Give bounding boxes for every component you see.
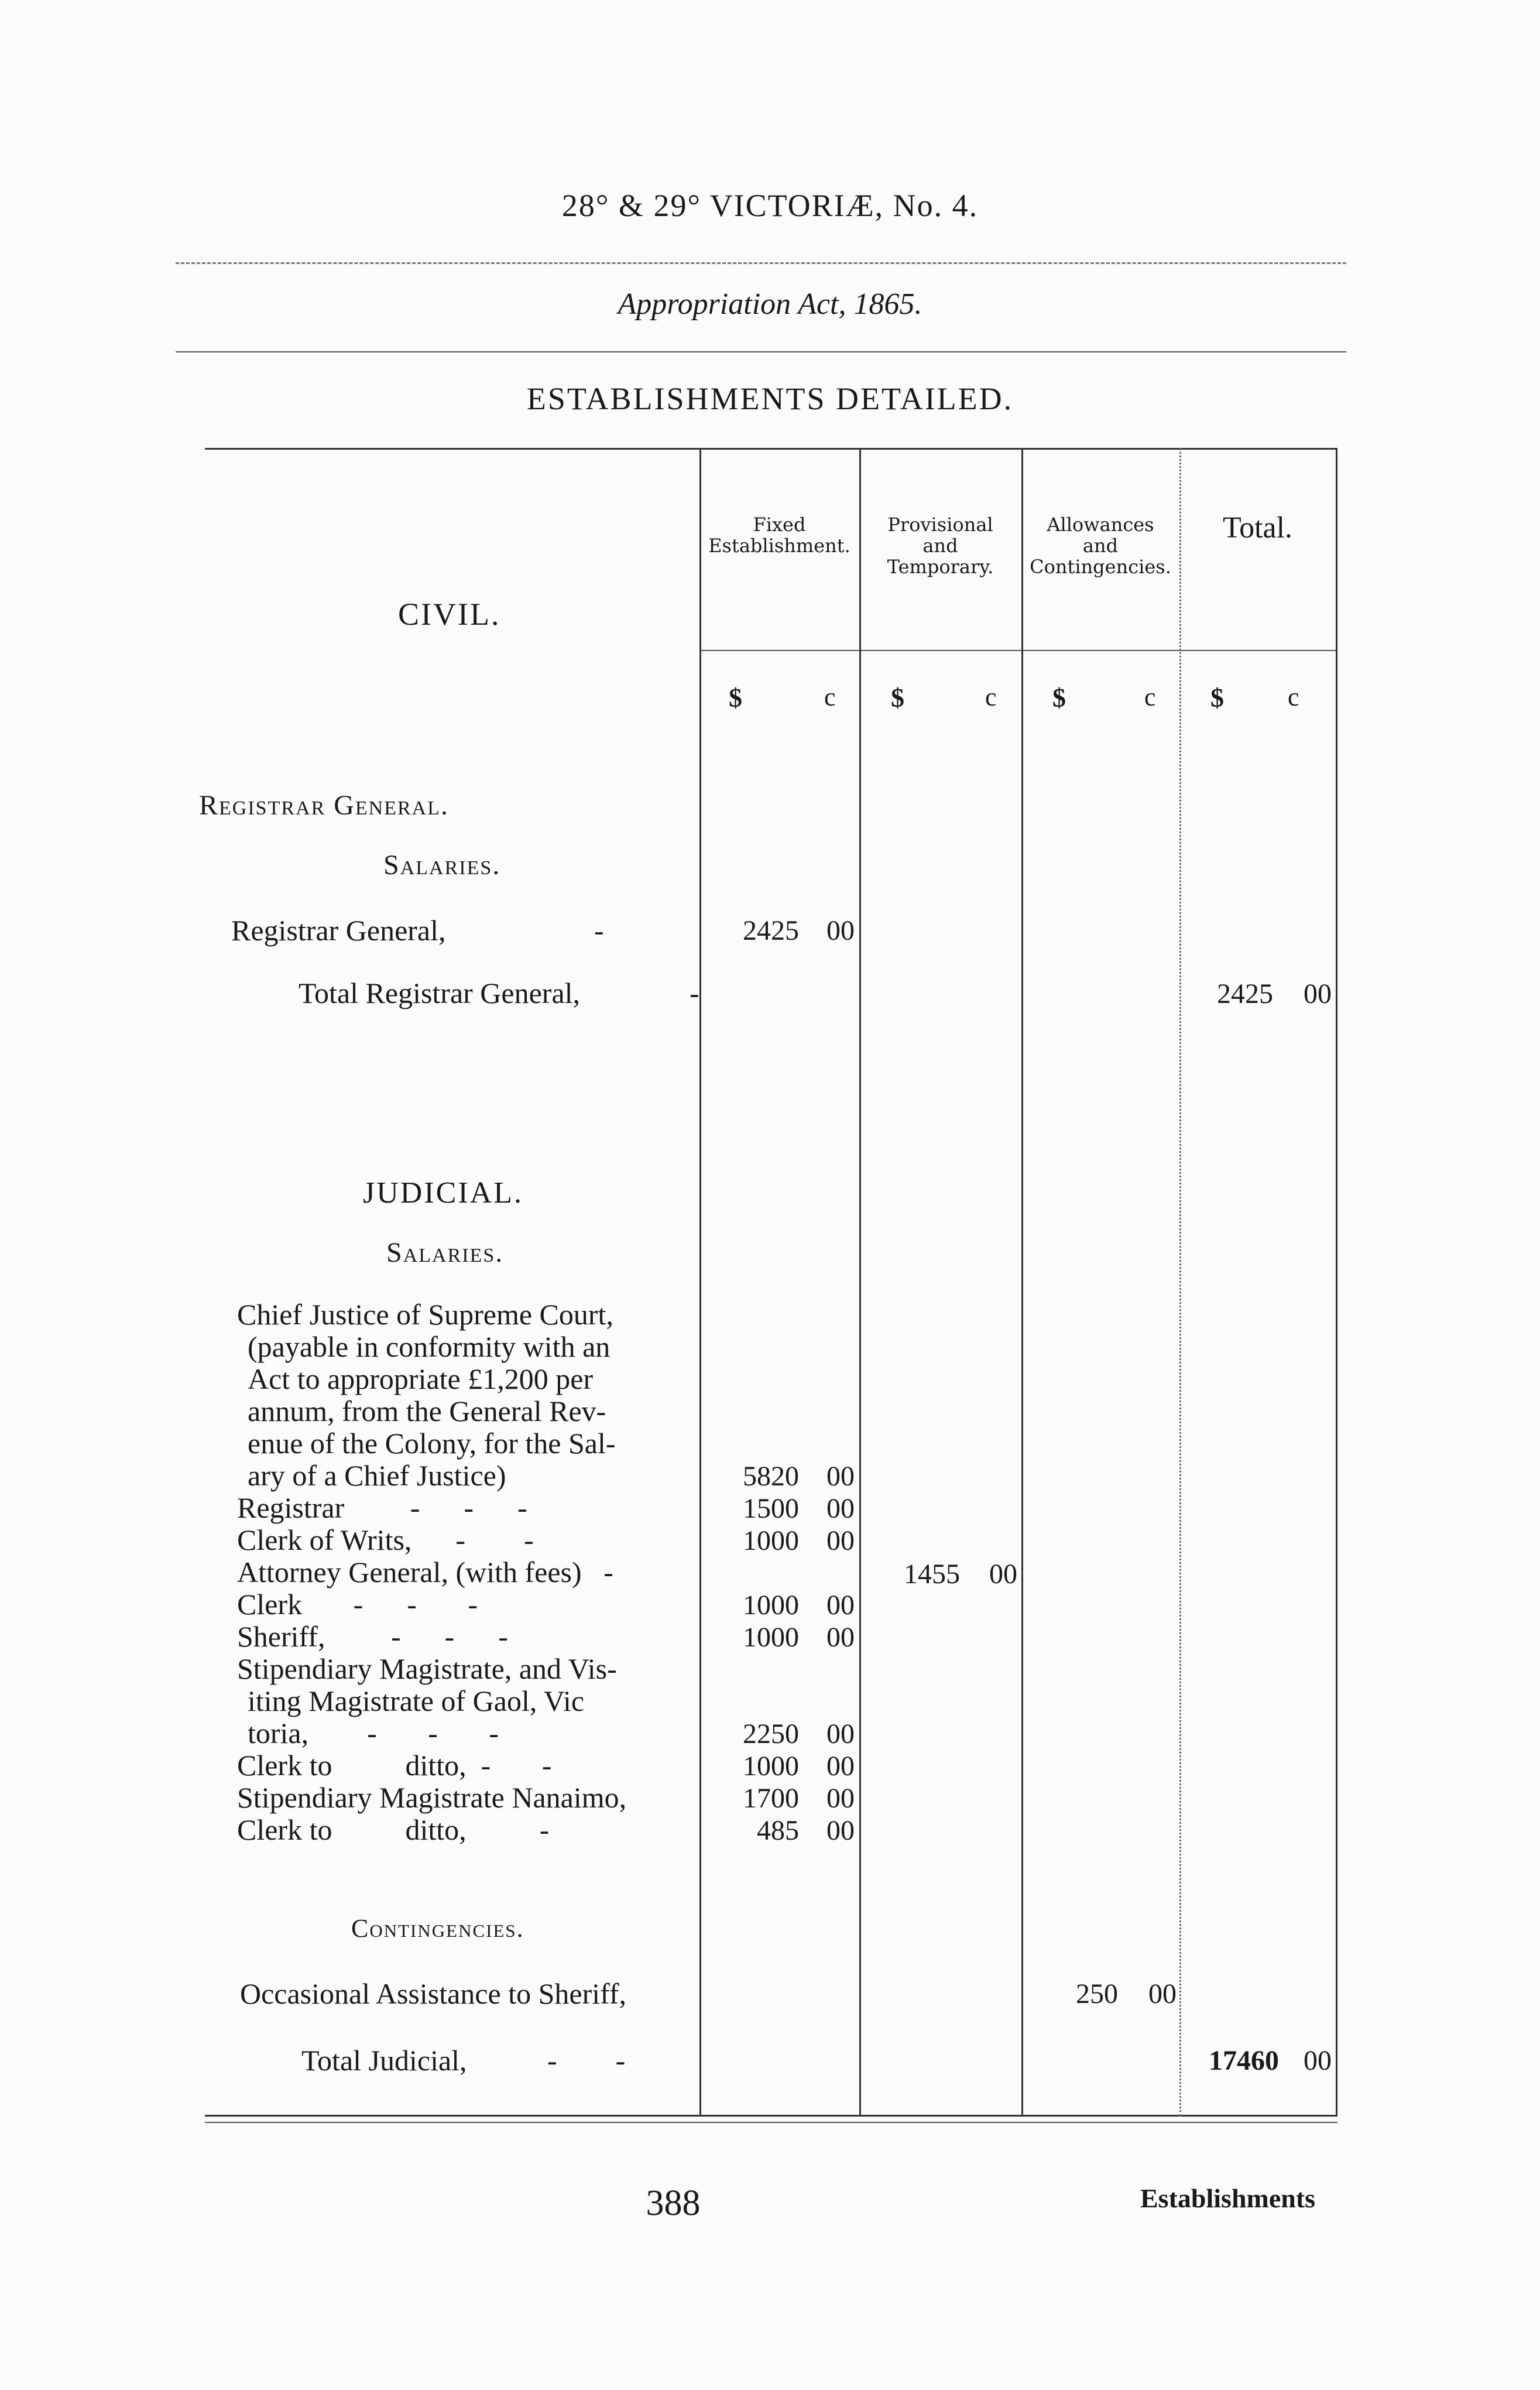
registrar-total-label: Total Registrar General,: [299, 977, 581, 1009]
judicial-line: Clerk to ditto, - -: [237, 1749, 552, 1782]
judicial-provisional-cents: 00: [989, 1559, 1017, 1590]
occasional-assistance-dollars: 250: [1076, 1978, 1118, 2009]
judicial-line: ary of a Chief Justice): [248, 1459, 506, 1492]
col-head-total: Total.: [1222, 511, 1293, 545]
judicial-line: annum, from the General Rev-: [248, 1395, 606, 1427]
col-head-allowances: Allowances and Contingencies.: [1030, 513, 1171, 578]
judicial-subheading: Salaries.: [386, 1237, 504, 1268]
running-head: 28° & 29° VICTORIÆ, No. 4.: [561, 188, 979, 223]
judicial-line: (payable in conformity with an: [248, 1330, 610, 1363]
contingencies-heading: Contingencies.: [351, 1914, 524, 1943]
judicial-line: enue of the Colony, for the Sal-: [248, 1427, 616, 1460]
registrar-total-dash: -: [690, 977, 699, 1009]
judicial-heading: JUDICIAL.: [363, 1176, 523, 1210]
judicial-line: iting Magistrate of Gaol, Vic: [248, 1684, 585, 1717]
judicial-line: Attorney General, (with fees) -: [237, 1556, 613, 1588]
cent-symbol-allowances: c: [1144, 683, 1156, 711]
col-divider-3: [1021, 448, 1023, 2117]
header-rule-top: [176, 262, 1346, 264]
col-divider-1: [699, 448, 701, 2117]
occasional-assistance-label: Occasional Assistance to Sheriff,: [240, 1977, 627, 2010]
col-head-provisional: Provisional and Temporary.: [887, 513, 994, 578]
judicial-amount-cents: 00: [826, 1461, 855, 1492]
col-divider-4: [1179, 448, 1181, 2117]
catchword: Establishments: [1140, 2183, 1316, 2213]
judicial-line: Chief Justice of Supreme Court,: [237, 1298, 613, 1331]
judicial-amount-dollars: 5820: [743, 1461, 799, 1492]
registrar-item-cents: 00: [826, 915, 855, 946]
table-bottom-rule-2: [205, 2122, 1337, 2123]
judicial-amount-cents: 00: [826, 1525, 855, 1556]
occasional-assistance-cents: 00: [1148, 1978, 1177, 2009]
act-title: Appropriation Act, 1865.: [618, 287, 922, 321]
judicial-amount-dollars: 2250: [743, 1718, 799, 1749]
table-top-rule: [205, 448, 1337, 450]
judicial-line: Clerk of Writs, - -: [237, 1523, 534, 1556]
judicial-items: [237, 1299, 699, 1846]
col-head-fixed: Fixed Establishment.: [708, 513, 850, 557]
judicial-total-cents: 00: [1304, 2045, 1332, 2076]
judicial-amount-cents: 00: [826, 1815, 855, 1846]
judicial-amount-cents: 00: [826, 1718, 855, 1749]
judicial-total-label: Total Judicial,: [301, 2044, 467, 2077]
judicial-amount-dollars: 1000: [743, 1525, 799, 1556]
cent-symbol-fixed: c: [824, 683, 836, 711]
judicial-amount-cents: 00: [826, 1783, 855, 1814]
judicial-amount-dollars: 485: [757, 1815, 799, 1846]
judicial-amount-dollars: 1000: [743, 1590, 799, 1621]
registrar-heading: Registrar General.: [199, 790, 450, 821]
registrar-item-dollars: 2425: [743, 915, 799, 946]
judicial-line: Stipendiary Magistrate Nanaimo,: [237, 1781, 627, 1814]
table-bottom-rule: [205, 2115, 1337, 2117]
judicial-amount-dollars: 1000: [743, 1622, 799, 1653]
judicial-line: Registrar - - -: [237, 1491, 527, 1524]
judicial-line: Stipendiary Magistrate, and Vis-: [237, 1652, 617, 1685]
cent-symbol-provisional: c: [985, 683, 997, 711]
cent-symbol-total: c: [1288, 683, 1299, 711]
section-title: ESTABLISHMENTS DETAILED.: [526, 381, 1014, 416]
judicial-amount-cents: 00: [826, 1590, 855, 1621]
judicial-amount-dollars: 1000: [743, 1751, 799, 1782]
judicial-provisional-dollars: 1455: [904, 1559, 960, 1590]
header-rule-bottom: [176, 351, 1346, 352]
registrar-item-label: Registrar General,: [231, 914, 446, 947]
dollar-symbol-provisional: $: [891, 683, 904, 713]
judicial-amount-dollars: 1500: [743, 1493, 799, 1524]
judicial-amount-cents: 00: [826, 1622, 855, 1653]
judicial-amount-cents: 00: [826, 1493, 855, 1524]
page-number: 388: [646, 2183, 701, 2223]
dollar-symbol-allowances: $: [1052, 683, 1066, 713]
judicial-line: Clerk - - -: [237, 1588, 478, 1621]
col-divider-2: [859, 448, 861, 2117]
civil-label: CIVIL.: [398, 597, 501, 632]
registrar-item-dash: -: [594, 914, 604, 947]
judicial-amount-dollars: 1700: [743, 1783, 799, 1814]
judicial-line: toria, - - -: [248, 1717, 499, 1749]
judicial-total-dollars: 17460: [1209, 2045, 1279, 2076]
dollar-symbol-total: $: [1210, 683, 1224, 713]
column-head-rule: [699, 650, 1337, 651]
col-divider-right: [1336, 448, 1337, 2117]
dollar-symbol-fixed: $: [729, 683, 742, 713]
registrar-total-dollars: 2425: [1217, 978, 1273, 1009]
registrar-total-cents: 00: [1304, 978, 1332, 1009]
judicial-line: Act to appropriate £1,200 per: [248, 1362, 594, 1395]
registrar-subheading: Salaries.: [383, 850, 501, 881]
judicial-line: Clerk to ditto, -: [237, 1813, 550, 1846]
judicial-amount-cents: 00: [826, 1751, 855, 1782]
judicial-line: Sheriff, - - -: [237, 1620, 508, 1653]
judicial-total-dashes: - -: [547, 2044, 626, 2077]
